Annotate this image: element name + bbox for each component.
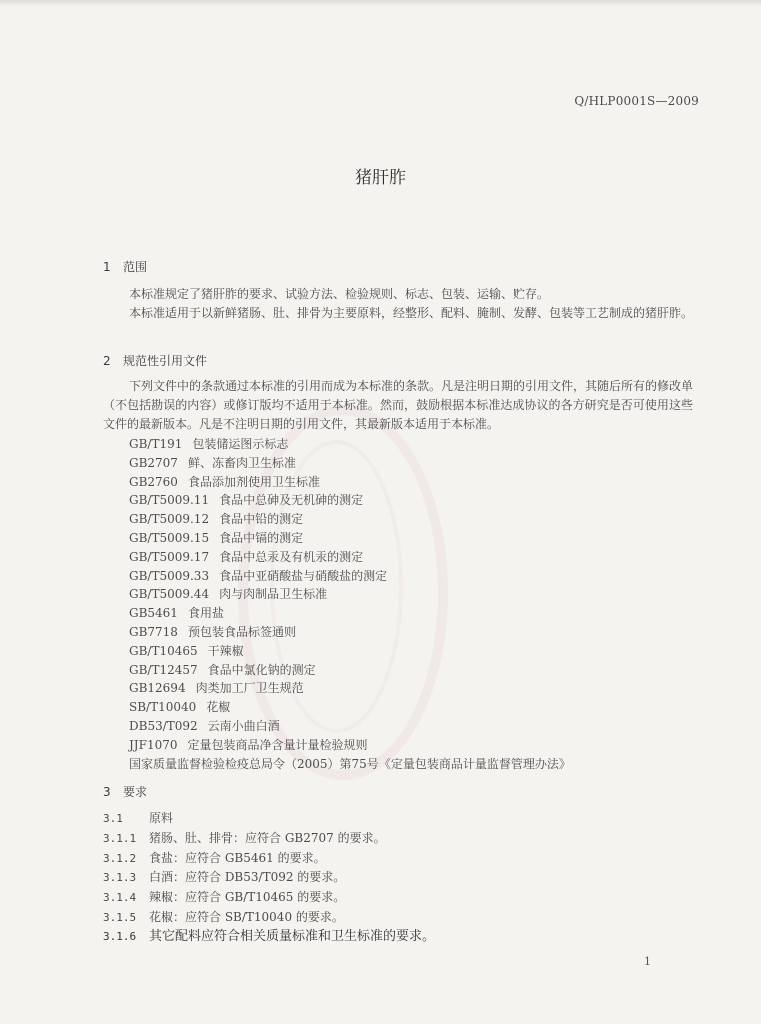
list-item: 3.1.5 花椒：应符合 SB/T10040 的要求。 <box>103 909 344 924</box>
list-item: GB/T5009.15 食品中镉的测定 <box>129 530 304 545</box>
list-item: 3.1.4 辣椒：应符合 GB/T10465 的要求。 <box>103 890 346 905</box>
section-number: 2 <box>103 354 111 368</box>
standard-code: Q/HLP0001S—2009 <box>574 94 699 108</box>
section-heading-references <box>103 352 207 369</box>
section-title: 规范性引用文件 <box>123 354 208 368</box>
list-item: GB/T5009.17 食品中总汞及有机汞的测定 <box>129 549 364 564</box>
list-item: GB12694 肉类加工厂卫生规范 <box>129 681 304 696</box>
requirements-list <box>103 809 435 947</box>
list-item: GB/T5009.33 食品中亚硝酸盐与硝酸盐的测定 <box>129 568 388 583</box>
paragraph-text: 下列文件中的条款通过本标准的引用而成为本标准的条款。凡是注明日期的引用文件，其随后所有的修改单（不包括勘误的内容）或修订版均不适用于本标准。然而，鼓励根据本标准达成协议的各方研究是否可使用这些文件的最新版本。凡是不注明日期的引用文件，其最新版本适用于本标准。 <box>103 379 694 431</box>
section-title: 要求 <box>123 785 148 799</box>
list-item: 3.1.6 其它配料应符合相关质量标准和卫生标准的要求。 <box>103 928 436 944</box>
scope-paragraph-2 <box>103 304 693 323</box>
reference-list <box>129 435 571 773</box>
list-item: GB/T12457 食品中氯化钠的测定 <box>129 662 316 677</box>
paragraph-text: 本标准规定了猪肝胙的要求、试验方法、检验规则、标志、包装、运输、贮存。 <box>129 287 550 301</box>
page-number: 1 <box>644 955 651 968</box>
list-item: GB7718 预包装食品标签通则 <box>129 624 296 639</box>
section-number: 1 <box>103 260 111 274</box>
list-item: 3.1.2 食盐：应符合 GB5461 的要求。 <box>103 850 326 865</box>
list-item: GB2760 食品添加剂使用卫生标准 <box>129 474 320 489</box>
scan-edge <box>0 0 761 6</box>
list-item: 3.1.1 猪肠、肚、排骨：应符合 GB2707 的要求。 <box>103 830 386 845</box>
list-item: GB/T5009.12 食品中铅的测定 <box>129 512 304 527</box>
document-title: 猪肝胙 <box>355 168 406 188</box>
list-item: JJF1070 定量包装商品净含量计量检验规则 <box>129 737 368 752</box>
section-heading-scope <box>103 258 147 275</box>
list-item: GB/T5009.11 食品中总砷及无机砷的测定 <box>129 493 364 508</box>
list-item: SB/T10040 花椒 <box>129 700 231 715</box>
list-item: DB53/T092 云南小曲白酒 <box>129 718 280 733</box>
references-intro <box>103 377 693 434</box>
list-item: 3.1.3 白酒：应符合 DB53/T092 的要求。 <box>103 870 346 885</box>
list-item: 国家质量监督检验检疫总局令（2005）第75号《定量包装商品计量监督管理办法》 <box>129 756 571 771</box>
list-item: GB2707 鲜、冻畜肉卫生标准 <box>129 455 296 470</box>
list-item: GB5461 食用盐 <box>129 606 224 621</box>
section-number: 3 <box>103 785 111 799</box>
list-item: GB/T5009.44 肉与肉制品卫生标准 <box>129 587 328 602</box>
paragraph-text: 本标准适用于以新鲜猪肠、肚、排骨为主要原料，经整形、配料、腌制、发酵、包装等工艺制成的猪肝胙。 <box>129 306 694 320</box>
scope-paragraph-1 <box>103 285 693 304</box>
list-item: GB/T191 包装储运图示标志 <box>129 437 289 451</box>
list-item: GB/T10465 干辣椒 <box>129 643 244 658</box>
section-title: 范围 <box>123 260 148 274</box>
section-heading-requirements <box>103 783 147 800</box>
list-item: 3.1 原料 <box>103 811 174 825</box>
